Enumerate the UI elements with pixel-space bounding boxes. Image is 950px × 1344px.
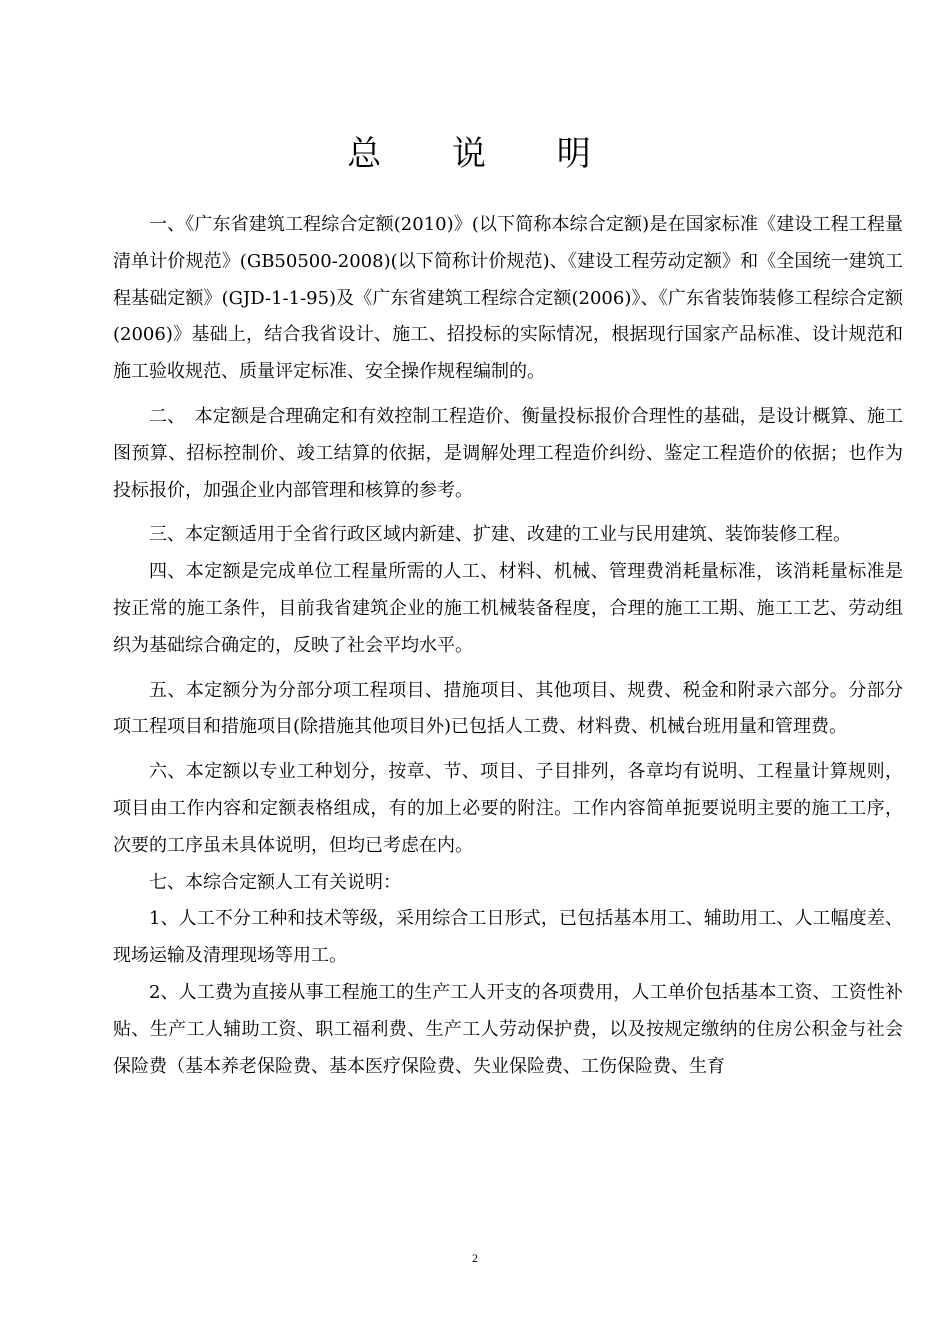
paragraph-9: 2、人工费为直接从事工程施工的生产工人开支的各项费用，人工单价包括基本工资、工资性补贴、生产工人辅助工资、职工福利费、生产工人劳动保护费，以及按规定缴纳的住房公积金与社会保险费（基本养老保险费、基本医疗保险费、失业保险费、工伤保险费、生育 (113, 981, 903, 1077)
paragraph-2: 二、 本定额是合理确定和有效控制工程造价、衡量投标报价合理性的基础，是设计概算、施工图预算、招标控制价、竣工结算的依据，是调解处理工程造价纠纷、鉴定工程造价的依据；也作为投标报价，加强企业内部管理和核算的参考。 (113, 405, 903, 501)
page-number: 2 (472, 1251, 478, 1265)
paragraph-6: 六、本定额以专业工种划分，按章、节、项目、子目排列，各章均有说明、工程量计算规则，项目由工作内容和定额表格组成，有的加上必要的附注。工作内容简单扼要说明主要的施工工序，次要的工序虽未具体说明，但均已考虑在内。 (113, 761, 903, 856)
paragraph-1: 一、《广东省建筑工程综合定额(2010)》(以下简称本综合定额)是在国家标准《建设工程工程量清单计价规范》(GB50500-2008)(以下简称计价规范)、《建设工程劳动定额》和《全国统一建筑工程基础定额》(GJD-1-1-95)及《广东省建筑工程综合定额(2006)》、《广东省装饰装修工程综合定额(2006)》基础上，结合我省设计、施工、招投标的实际情况，根据现行国家产品标准、设计规范和施工验收规范、质量评定标准、安全操作规程编制的。 (113, 214, 903, 383)
paragraph-3: 三、本定额适用于全省行政区域内新建、扩建、改建的工业与民用建筑、装饰装修工程。 (149, 524, 851, 546)
paragraph-4: 四、本定额是完成单位工程量所需的人工、材料、机械、管理费消耗量标准，该消耗量标准是按正常的施工条件，目前我省建筑企业的施工机械装备程度，合理的施工工期、施工工艺、劳动组织为基础综合确定的，反映了社会平均水平。 (113, 561, 903, 656)
page-title: 总 说 明 (347, 134, 621, 174)
paragraph-7: 七、本综合定额人工有关说明： (149, 871, 401, 893)
paragraph-8: 1、人工不分工种和技术等级，采用综合工日形式，已包括基本用工、辅助用工、人工幅度差、现场运输及清理现场等用工。 (113, 908, 903, 967)
document-body (113, 207, 903, 1085)
paragraph-5: 五、本定额分为分部分项工程项目、措施项目、其他项目、规费、税金和附录六部分。分部分项工程项目和措施项目(除措施其他项目外)已包括人工费、材料费、机械台班用量和管理费。 (113, 679, 903, 738)
